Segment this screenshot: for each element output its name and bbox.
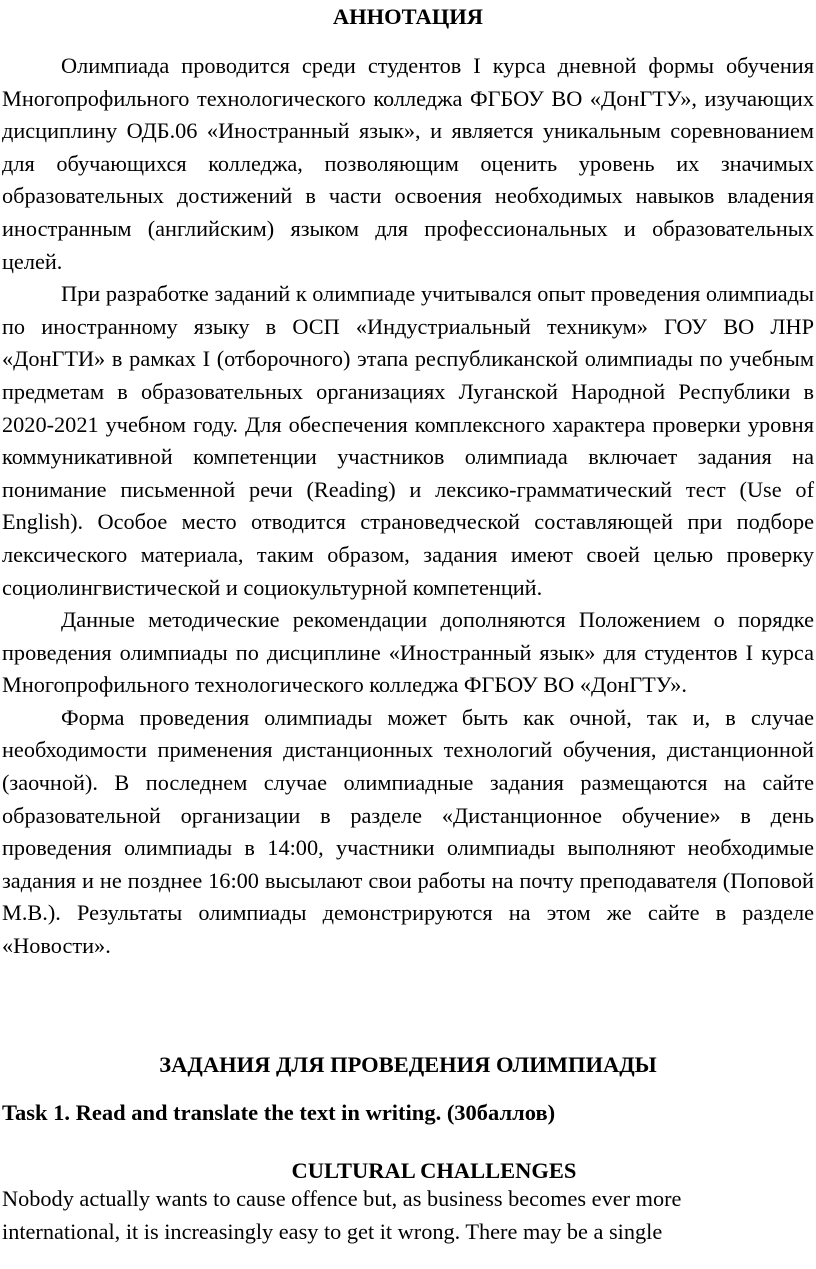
- task-title: Task 1. Read and translate the text in writing. (30баллов): [2, 1100, 556, 1125]
- document-title: АННОТАЦИЯ: [332, 4, 484, 29]
- reading-text-body: Nobody actually wants to cause offence but, as business becomes ever more international, it is increasingly easy to get it wrong. There may be a single: [2, 1186, 682, 1244]
- annotation-paragraph-1: Олимпиада проводится среди студентов I курса дневной формы обучения Многопрофильного технологического колледжа ФГБОУ ВО «ДонГТУ», изучающих дисциплину ОДБ.06 «Иностранный язык», и является уникальным соревнованием для обучающихся колледжа, позволяющим оценить уровень их значимых образовательных достижений в части освоения необходимых навыков владения иностранным (английским) языком для профессиональных и образовательных целей.: [2, 53, 814, 274]
- annotation-paragraph-4: Форма проведения олимпиады может быть как очной, так и, в случае необходимости применения дистанционных технологий обучения, дистанционной (заочной). В последнем случае олимпиадные задания размещаются на сайте образовательной организации в разделе «Дистанционное обучение» в день проведения олимпиады в 14:00, участники олимпиады выполняют необходимые задания и не позднее 16:00 высылают свои работы на почту преподавателя (Поповой М.В.). Результаты олимпиады демонстрируются на этом же сайте в разделе «Новости».: [2, 704, 814, 959]
- section-title: ЗАДАНИЯ ДЛЯ ПРОВЕДЕНИЯ ОЛИМПИАДЫ: [159, 1052, 657, 1077]
- reading-text-title: CULTURAL CHALLENGES: [291, 1158, 577, 1183]
- annotation-paragraph-3: Данные методические рекомендации дополняются Положением о порядке проведения олимпиады по дисциплине «Иностранный язык» для студентов I курса Многопрофильного технологического колледжа ФГБОУ ВО «ДонГТУ».: [2, 607, 814, 698]
- annotation-paragraph-2: При разработке заданий к олимпиаде учитывался опыт проведения олимпиады по иностранному языку в ОСП «Индустриальный техникум» ГОУ ВО ЛНР «ДонГТИ» в рамках I (отборочного) этапа республиканской олимпиады по учебным предметам в образовательных организациях Луганской Народной Республики в 2020-2021 учебном году. Для обеспечения комплексного характера проверки уровня коммуникативной компетенции участников олимпиада включает задания на понимание письменной речи (Reading) и лексико-грамматический тест (Use of English). Особое место отводится страноведческой составляющей при подборе лексического материала, таким образом, задания имеют своей целью проверку социолингвистической и социокультурной компетенций.: [2, 281, 814, 600]
- annotation-body: [2, 50, 814, 963]
